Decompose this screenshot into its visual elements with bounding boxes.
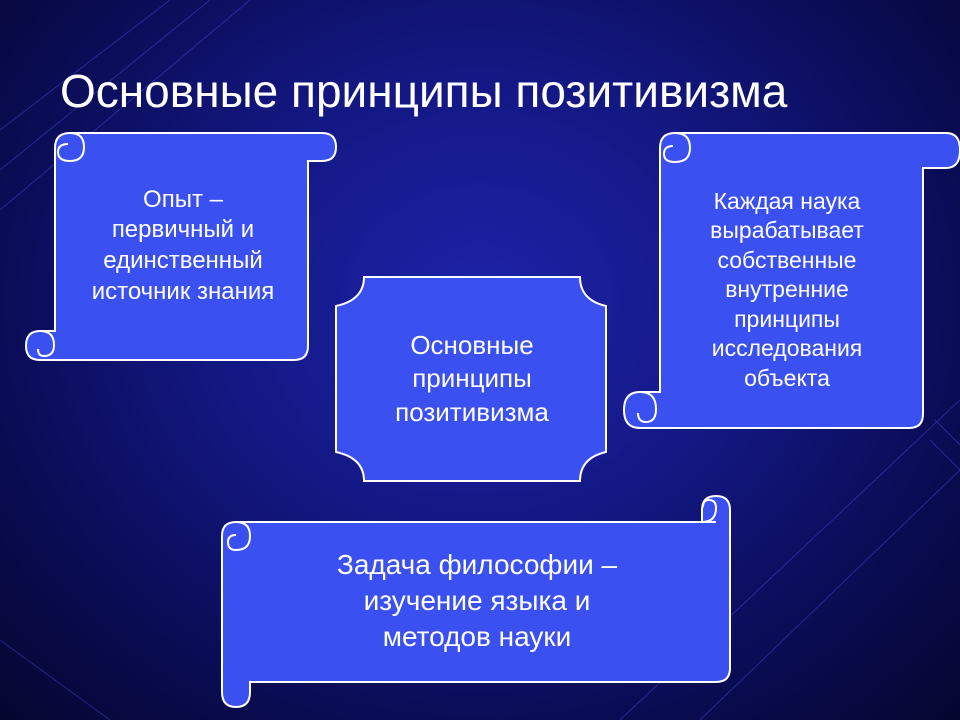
- scroll-bottom-text: Задача философии – изучение языка и методов науки: [336, 549, 618, 652]
- scroll-left-text: Опыт – первичный и единственный источник знания: [91, 185, 275, 305]
- slide-title: Основные принципы позитивизма: [60, 65, 788, 117]
- scroll-right-text: Каждая наука вырабатывает собственные внутренние принципы исследования объекта: [710, 187, 864, 391]
- center-plaque-text: Основные принципы позитивизма: [395, 330, 549, 427]
